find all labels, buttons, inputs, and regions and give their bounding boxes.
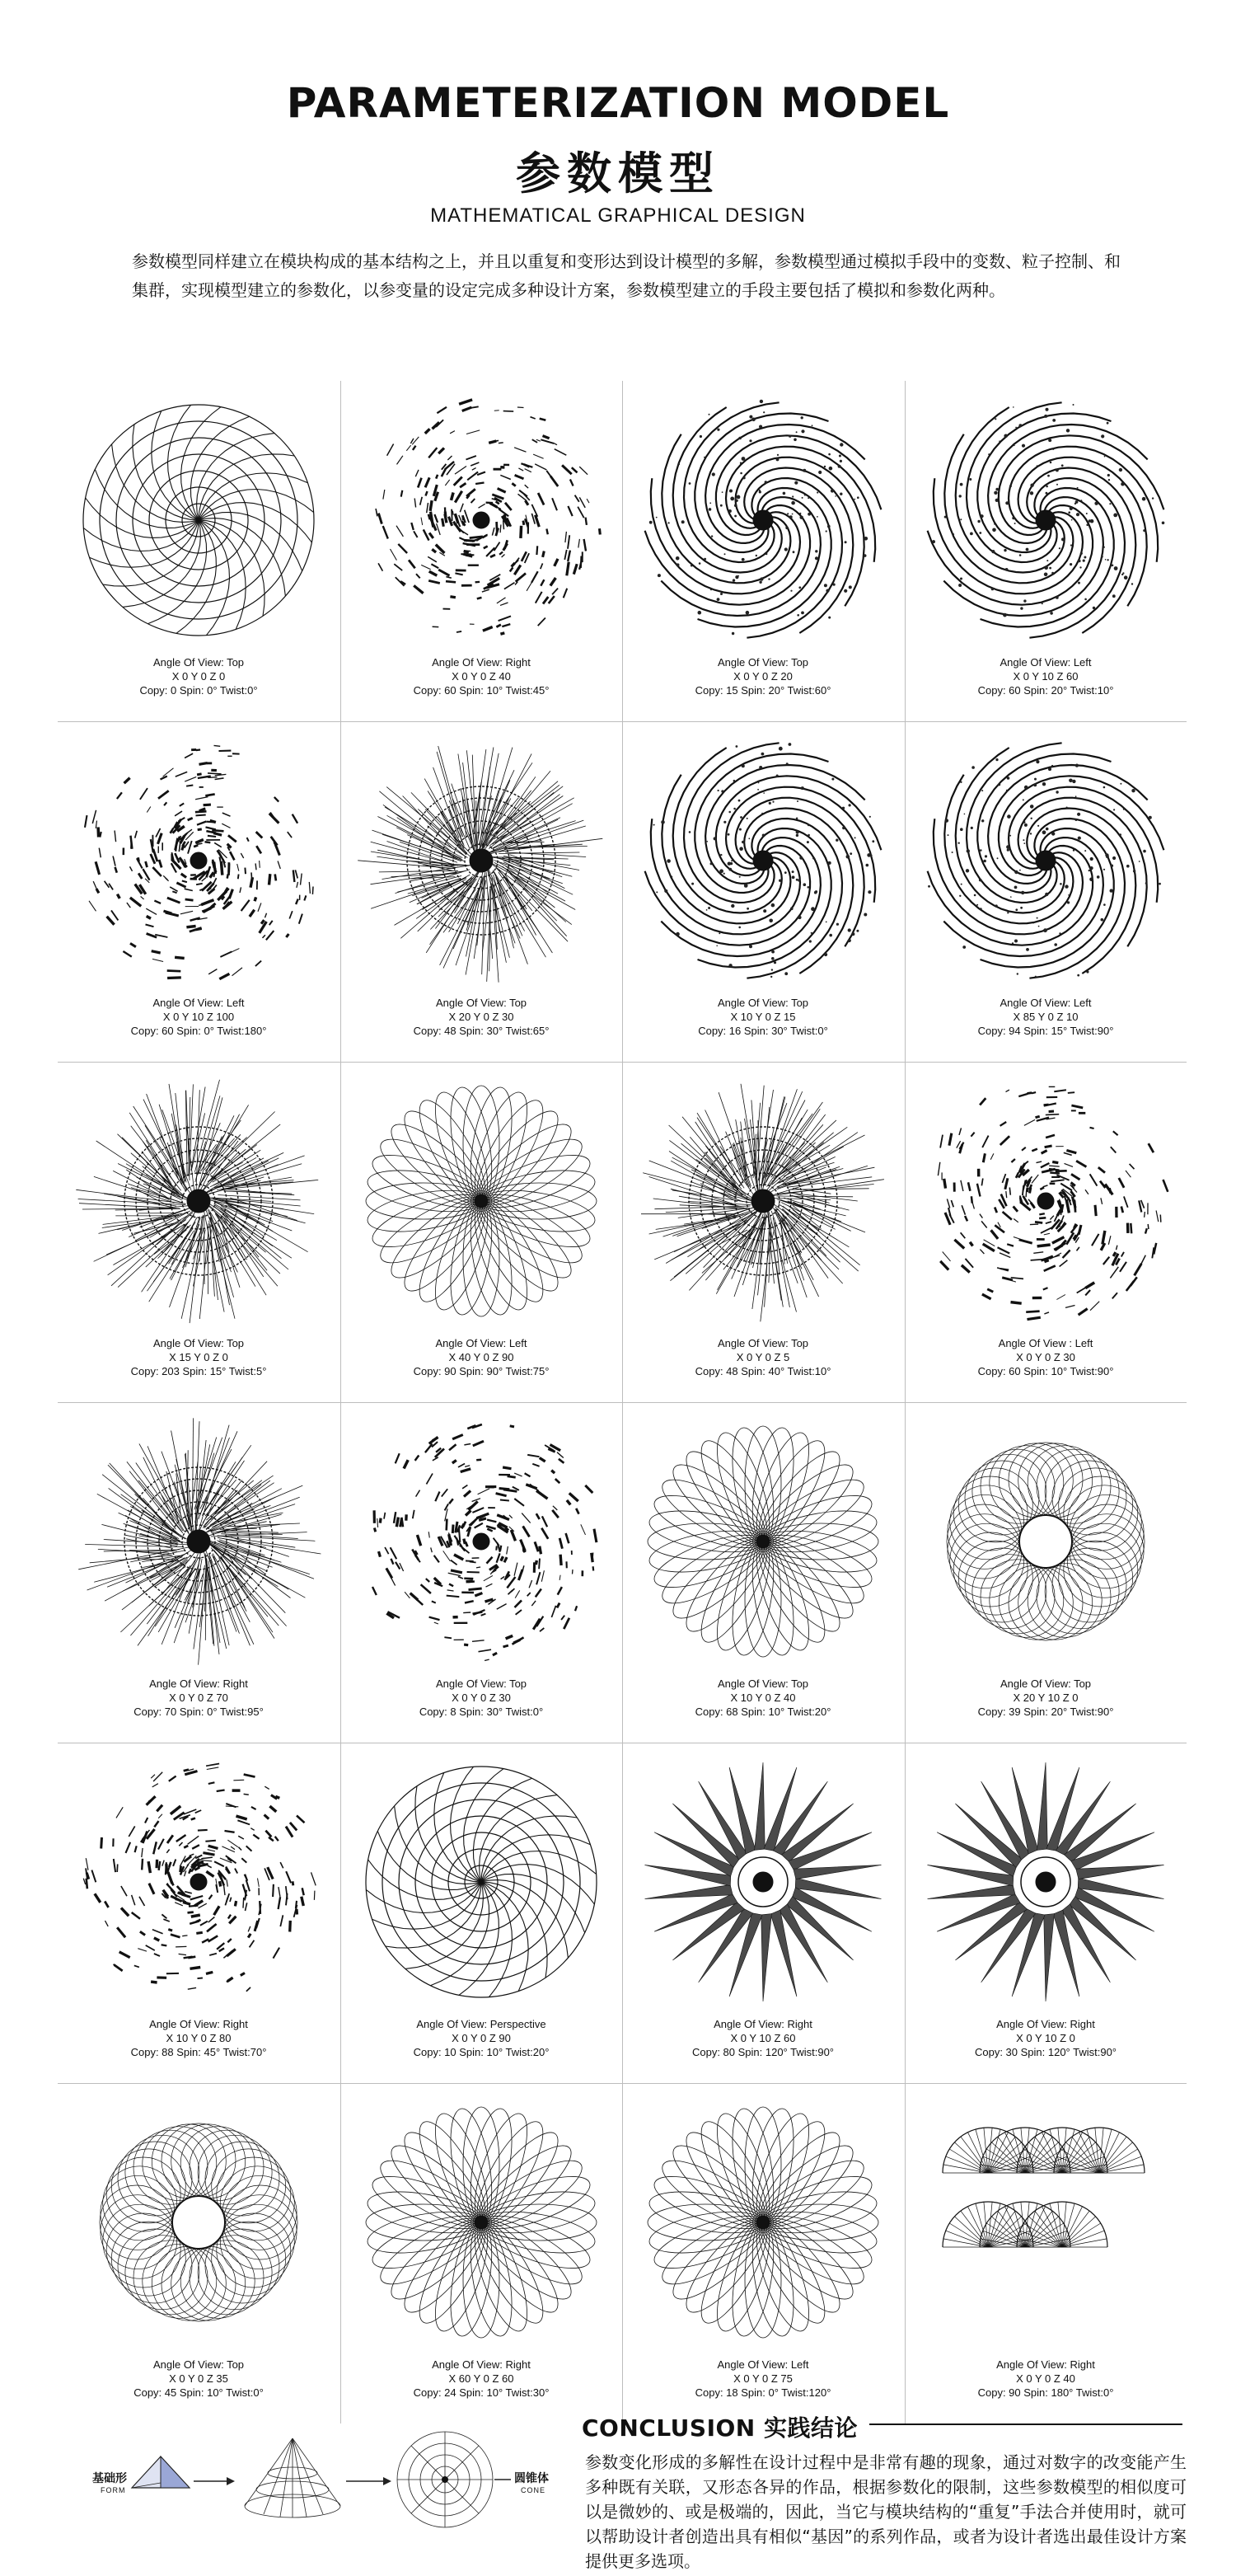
figure-view-caption: Angle Of View: Left: [1000, 656, 1092, 669]
figure-params-caption: Copy: 70 Spin: 0° Twist:95°: [133, 1706, 264, 1718]
page-title-cn: 参数模型: [516, 148, 720, 199]
figure-params-caption: Copy: 0 Spin: 0° Twist:0°: [139, 684, 258, 697]
figure-params-caption: Copy: 8 Spin: 30° Twist:0°: [419, 1706, 544, 1718]
figure-view-caption: Angle Of View: Top: [1000, 1677, 1092, 1690]
figure-params-caption: Copy: 60 Spin: 10° Twist:45°: [413, 684, 550, 697]
parametric-figure: [353, 1754, 609, 2010]
figure-view-caption: Angle Of View: Top: [435, 1677, 527, 1690]
figure-coords-caption: X 10 Y 0 Z 40: [730, 1692, 796, 1704]
figure-cell: [58, 1062, 339, 1402]
figure-params-caption: Copy: 80 Spin: 120° Twist:90°: [691, 2046, 835, 2058]
intro-paragraph: 参数模型同样建立在模块构成的基本结构之上，并且以重复和变形达到设计模型的多解，参数模型通过模拟手段中的变数、粒子控制、和集群，实现模型建立的参数化，以参变量的设定完成多种设计方案，参数模型建立的手段主要包括了模拟和参数化两种。: [132, 251, 1121, 300]
figure-view-caption: Angle Of View: Perspective: [416, 2018, 546, 2030]
figure-cell: [58, 2083, 339, 2424]
figure-view-caption: Angle Of View: Top: [717, 1677, 809, 1690]
figure-coords-caption: X 0 Y 0 Z 40: [1016, 2372, 1075, 2385]
parametric-figure: [71, 1414, 326, 1669]
figure-cell: [622, 1743, 904, 2083]
conclusion-paragraph: 参数变化形成的多解性在设计过程中是非常有趣的现象，通过对数字的改变能产生多种既有关联，又形态各异的作品，根据参数化的限制，这些参数模型的相似度可以是微妙的、或是极端的，因此，当它与模块结构的“重复”手法合并使用时，就可以帮助设计者创造出具有相似“基因”的系列作品，或者为设计者选出最佳设计方案提供更多选项。: [585, 2452, 1187, 2571]
parametric-figure: [71, 1073, 326, 1329]
figure-cell: [905, 1402, 1187, 1743]
figure-view-caption: Angle Of View: Top: [717, 656, 809, 669]
parametric-figure: [353, 1414, 609, 1669]
figure-view-caption: Angle Of View: Top: [152, 1337, 245, 1349]
figure-coords-caption: X 0 Y 0 Z 20: [733, 670, 793, 683]
figure-view-caption: Angle Of View: Right: [714, 2018, 812, 2030]
figure-cell: [58, 721, 339, 1062]
parametric-figure: [353, 2095, 609, 2350]
figure-coords-caption: X 20 Y 10 Z 0: [1013, 1692, 1079, 1704]
figure-cell: [340, 1743, 622, 2083]
figure-coords-caption: X 0 Y 0 Z 75: [733, 2372, 793, 2385]
conclusion-heading: CONCLUSION 实践结论: [582, 2414, 858, 2442]
figure-params-caption: Copy: 60 Spin: 20° Twist:10°: [977, 684, 1114, 697]
figure-view-caption: Angle Of View: Right: [996, 2018, 1095, 2030]
figure-view-caption: Angle Of View: Top: [152, 656, 245, 669]
figure-coords-caption: X 0 Y 0 Z 90: [452, 2032, 511, 2044]
figure-coords-caption: X 0 Y 10 Z 0: [1016, 2032, 1075, 2044]
figure-params-caption: Copy: 60 Spin: 0° Twist:180°: [130, 1025, 267, 1037]
parametric-figure: [918, 1754, 1173, 2010]
figure-view-caption: Angle Of View: Top: [152, 2358, 245, 2371]
parametric-figure: [71, 1754, 326, 2010]
figure-params-caption: Copy: 90 Spin: 90° Twist:75°: [413, 1365, 550, 1377]
diagram-cone-sublabel: CONE: [521, 2486, 546, 2494]
diagram-form-sublabel: FORM: [101, 2486, 126, 2494]
figure-cell: [340, 381, 622, 721]
figure-view-caption: Angle Of View: Top: [435, 997, 527, 1009]
figure-cell: [905, 381, 1187, 721]
figure-cell: [622, 2083, 904, 2424]
figure-view-caption: Angle Of View: Left: [717, 2358, 809, 2371]
figure-cell: [340, 2083, 622, 2424]
figure-view-caption: Angle Of View: Left: [1000, 997, 1092, 1009]
figure-params-caption: Copy: 39 Spin: 20° Twist:90°: [977, 1706, 1114, 1718]
figure-cell: [58, 1743, 339, 2083]
page-title-en: PARAMETERIZATION MODEL: [286, 79, 950, 127]
figure-coords-caption: X 0 Y 10 Z 60: [1013, 670, 1079, 683]
figure-view-caption: Angle Of View: Right: [149, 1677, 248, 1690]
figure-cell: [58, 1402, 339, 1743]
conclusion-rule: [869, 2424, 1182, 2425]
figure-params-caption: Copy: 94 Spin: 15° Twist:90°: [977, 1025, 1114, 1037]
figure-cell: [622, 1062, 904, 1402]
figure-params-caption: Copy: 15 Spin: 20° Twist:60°: [695, 684, 831, 697]
figure-view-caption: Angle Of View: Top: [717, 1337, 809, 1349]
figure-view-caption: Angle Of View: Right: [432, 656, 531, 669]
figure-coords-caption: X 10 Y 0 Z 80: [166, 2032, 232, 2044]
figure-coords-caption: X 0 Y 10 Z 100: [162, 1011, 235, 1023]
figure-cell: [905, 2083, 1187, 2424]
figure-cell: [58, 381, 339, 721]
figure-grid: [58, 381, 1187, 2424]
figure-cell: [622, 1402, 904, 1743]
figure-params-caption: Copy: 48 Spin: 30° Twist:65°: [413, 1025, 550, 1037]
figure-params-caption: Copy: 60 Spin: 10° Twist:90°: [977, 1365, 1114, 1377]
figure-coords-caption: X 0 Y 0 Z 30: [452, 1692, 511, 1704]
diagram-form-label: 基础形: [92, 2472, 127, 2485]
figure-coords-caption: X 40 Y 0 Z 90: [448, 1351, 514, 1363]
parametric-figure: [353, 733, 609, 988]
figure-cell: [622, 721, 904, 1062]
figure-coords-caption: X 0 Y 0 Z 40: [452, 670, 511, 683]
figure-cell: [340, 1062, 622, 1402]
figure-coords-caption: X 0 Y 0 Z 0: [171, 670, 226, 683]
figure-coords-caption: X 15 Y 0 Z 0: [169, 1351, 228, 1363]
figure-coords-caption: X 0 Y 0 Z 5: [736, 1351, 790, 1363]
figure-params-caption: Copy: 45 Spin: 10° Twist:0°: [133, 2386, 264, 2399]
parametric-figure: [918, 733, 1173, 988]
figure-cell: [622, 381, 904, 721]
parametric-figure: [353, 392, 609, 648]
parametric-figure: [635, 2095, 891, 2350]
figure-params-caption: Copy: 48 Spin: 40° Twist:10°: [695, 1365, 831, 1377]
figure-cell: [340, 1402, 622, 1743]
parametric-figure: [71, 2095, 326, 2350]
parametric-figure: [353, 1073, 609, 1329]
parametric-figure: [918, 1414, 1173, 1669]
figure-coords-caption: X 85 Y 0 Z 10: [1013, 1011, 1079, 1023]
parametric-figure: [71, 733, 326, 988]
figure-view-caption: Angle Of View: Right: [996, 2358, 1095, 2371]
figure-coords-caption: X 0 Y 0 Z 70: [169, 1692, 228, 1704]
figure-coords-caption: X 0 Y 0 Z 30: [1016, 1351, 1075, 1363]
figure-params-caption: Copy: 90 Spin: 180° Twist:0°: [977, 2386, 1114, 2399]
form-cone-diagram: [82, 2424, 560, 2547]
parametric-figure: [635, 392, 891, 648]
parametric-figure: [71, 392, 326, 648]
figure-params-caption: Copy: 68 Spin: 10° Twist:20°: [695, 1706, 831, 1718]
parametric-figure: [918, 1073, 1173, 1329]
figure-params-caption: Copy: 10 Spin: 10° Twist:20°: [413, 2046, 550, 2058]
figure-cell: [905, 721, 1187, 1062]
diagram-cone-label: 圆锥体: [514, 2472, 549, 2485]
parametric-figure: [635, 1073, 891, 1329]
figure-params-caption: Copy: 24 Spin: 10° Twist:30°: [413, 2386, 550, 2399]
figure-view-caption: Angle Of View: Right: [149, 2018, 248, 2030]
page-subtitle: MATHEMATICAL GRAPHICAL DESIGN: [430, 204, 806, 227]
figure-view-caption: Angle Of View: Right: [432, 2358, 531, 2371]
figure-coords-caption: X 0 Y 0 Z 35: [169, 2372, 228, 2385]
parametric-figure: [918, 392, 1173, 648]
form-to-cone-illustration: [82, 2424, 560, 2547]
figure-cell: [905, 1743, 1187, 2083]
figure-view-caption: Angle Of View : Left: [998, 1337, 1093, 1349]
figure-params-caption: Copy: 30 Spin: 120° Twist:90°: [974, 2046, 1117, 2058]
parametric-figure: [635, 733, 891, 988]
figure-view-caption: Angle Of View: Top: [717, 997, 809, 1009]
figure-coords-caption: X 10 Y 0 Z 15: [730, 1011, 796, 1023]
figure-params-caption: Copy: 18 Spin: 0° Twist:120°: [695, 2386, 831, 2399]
figure-view-caption: Angle Of View: Left: [435, 1337, 527, 1349]
figure-params-caption: Copy: 203 Spin: 15° Twist:5°: [130, 1365, 267, 1377]
figure-params-caption: Copy: 88 Spin: 45° Twist:70°: [130, 2046, 267, 2058]
figure-cell: [340, 721, 622, 1062]
figure-coords-caption: X 20 Y 0 Z 30: [448, 1011, 514, 1023]
figure-coords-caption: X 60 Y 0 Z 60: [448, 2372, 514, 2385]
figure-view-caption: Angle Of View: Left: [152, 997, 245, 1009]
figure-cell: [905, 1062, 1187, 1402]
figure-coords-caption: X 0 Y 10 Z 60: [730, 2032, 796, 2044]
parametric-figure: [635, 1754, 891, 2010]
parametric-figure: [635, 1414, 891, 1669]
figure-params-caption: Copy: 16 Spin: 30° Twist:0°: [698, 1025, 828, 1037]
parametric-figure: [918, 2095, 1173, 2350]
